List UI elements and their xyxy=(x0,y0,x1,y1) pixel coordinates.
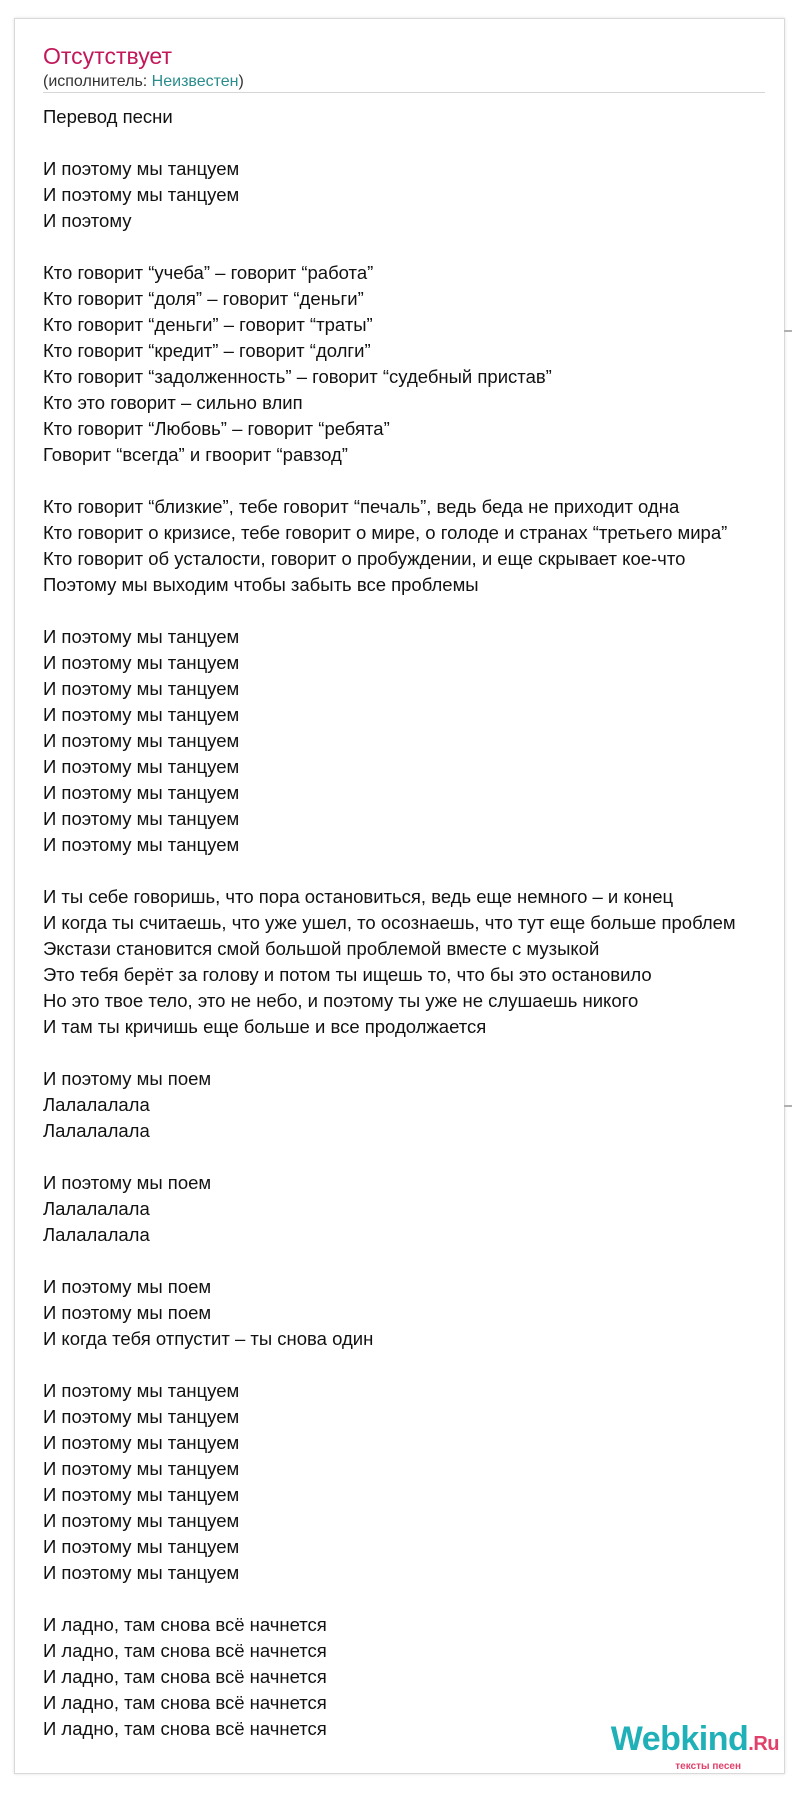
lyric-line: Кто говорит “деньги” – говорит “траты” xyxy=(43,314,373,335)
lyric-line: И поэтому xyxy=(43,210,132,231)
song-title: Отсутствует xyxy=(43,43,172,69)
artist-prefix: (исполнитель: xyxy=(43,73,152,90)
lyric-line: И поэтому мы танцуем xyxy=(43,1510,240,1531)
lyric-line: Лалалалала xyxy=(43,1120,150,1141)
logo-wordmark xyxy=(611,1720,779,1763)
artist-link[interactable]: Неизвестен xyxy=(151,73,239,90)
lyric-line: И поэтому мы танцуем xyxy=(43,1380,240,1401)
stanza xyxy=(43,1378,803,1586)
stanza xyxy=(43,624,803,858)
lyric-line: И поэтому мы поем xyxy=(43,1302,212,1323)
lyrics-text xyxy=(43,104,803,1768)
lyric-line: Кто говорит “кредит” – говорит “долги” xyxy=(43,340,371,361)
lyric-line: И поэтому мы танцуем xyxy=(43,756,240,777)
lyric-line: Кто говорит “близкие”, тебе говорит “печаль”, ведь беда не приходит одна xyxy=(43,496,680,517)
artist-suffix: ) xyxy=(238,73,244,90)
lyric-line: И поэтому мы танцуем xyxy=(43,678,240,699)
stanza xyxy=(43,104,803,130)
lyric-line: Лалалалала xyxy=(43,1224,150,1245)
lyric-line: И поэтому мы танцуем xyxy=(43,1406,240,1427)
lyric-line: И поэтому мы танцуем xyxy=(43,782,240,803)
logo-suffix: .Ru xyxy=(748,1733,779,1755)
lyric-line: Кто говорит о кризисе, тебе говорит о мире, о голоде и странах “третьего мира” xyxy=(43,522,728,543)
lyric-line: И поэтому мы танцуем xyxy=(43,626,240,647)
lyric-line: И поэтому мы поем xyxy=(43,1276,212,1297)
lyric-line: Экстази становится смой большой проблемой вместе с музыкой xyxy=(43,938,600,959)
lyric-line: И поэтому мы танцуем xyxy=(43,834,240,855)
lyric-line: Кто говорит “доля” – говорит “деньги” xyxy=(43,288,364,309)
stanza xyxy=(43,884,803,1040)
lyric-line: Говорит “всегда” и гвоорит “равзод” xyxy=(43,444,348,465)
artist-line xyxy=(43,72,763,92)
stanza xyxy=(43,1274,803,1352)
stanza xyxy=(43,1170,803,1248)
lyric-line: И ладно, там снова всё начнется xyxy=(43,1614,327,1635)
header-divider xyxy=(43,92,765,93)
lyric-line: Поэтому мы выходим чтобы забыть все проблемы xyxy=(43,574,479,595)
lyric-line: И поэтому мы поем xyxy=(43,1068,212,1089)
lyric-line: Кто говорит “задолженность” – говорит “судебный пристав” xyxy=(43,366,552,387)
site-logo[interactable] xyxy=(579,1720,779,1776)
lyric-line: Кто говорит “Любовь” – говорит “ребята” xyxy=(43,418,390,439)
lyric-line: И поэтому мы танцуем xyxy=(43,184,240,205)
lyric-line: Но это твое тело, это не небо, и поэтому ты уже не слушаешь никого xyxy=(43,990,639,1011)
lyric-line: И поэтому мы танцуем xyxy=(43,1562,240,1583)
song-header xyxy=(43,40,763,92)
lyric-line: И поэтому мы поем xyxy=(43,1172,212,1193)
lyric-line: Перевод песни xyxy=(43,106,173,127)
lyric-line: И поэтому мы танцуем xyxy=(43,704,240,725)
lyric-line: Лалалалала xyxy=(43,1094,150,1115)
lyric-line: И ладно, там снова всё начнется xyxy=(43,1640,327,1661)
lyric-line: И поэтому мы танцуем xyxy=(43,1484,240,1505)
lyric-line: И поэтому мы танцуем xyxy=(43,1536,240,1557)
lyric-line: Кто говорит “учеба” – говорит “работа” xyxy=(43,262,374,283)
lyric-line: Это тебя берёт за голову и потом ты ищешь то, что бы это остановило xyxy=(43,964,652,985)
lyric-line: И ладно, там снова всё начнется xyxy=(43,1666,327,1687)
lyric-line: И там ты кричишь еще больше и все продолжается xyxy=(43,1016,487,1037)
lyric-line: И поэтому мы танцуем xyxy=(43,1458,240,1479)
lyric-line: И поэтому мы танцуем xyxy=(43,808,240,829)
lyric-line: И ладно, там снова всё начнется xyxy=(43,1718,327,1739)
lyric-line: Кто это говорит – сильно влип xyxy=(43,392,303,413)
lyric-line: Лалалалала xyxy=(43,1198,150,1219)
lyric-line: И поэтому мы танцуем xyxy=(43,652,240,673)
lyric-line: И ты себе говоришь, что пора остановиться, ведь еще немного – и конец xyxy=(43,886,674,907)
lyric-line: Кто говорит об усталости, говорит о пробуждении, и еще скрывает кое-что xyxy=(43,548,686,569)
lyric-line: И поэтому мы танцуем xyxy=(43,1432,240,1453)
stanza xyxy=(43,494,803,598)
lyric-line: И когда тебя отпустит – ты снова один xyxy=(43,1328,374,1349)
stanza xyxy=(43,156,803,234)
logo-main-text: Webkind xyxy=(610,1720,749,1758)
stanza xyxy=(43,1066,803,1144)
lyric-line: И ладно, там снова всё начнется xyxy=(43,1692,327,1713)
lyric-line: И поэтому мы танцуем xyxy=(43,158,240,179)
lyric-line: И когда ты считаешь, что уже ушел, то осознаешь, что тут еще больше проблем xyxy=(43,912,736,933)
lyric-line: И поэтому мы танцуем xyxy=(43,730,240,751)
logo-tagline: тексты песен xyxy=(675,1761,741,1772)
stanza xyxy=(43,260,803,468)
